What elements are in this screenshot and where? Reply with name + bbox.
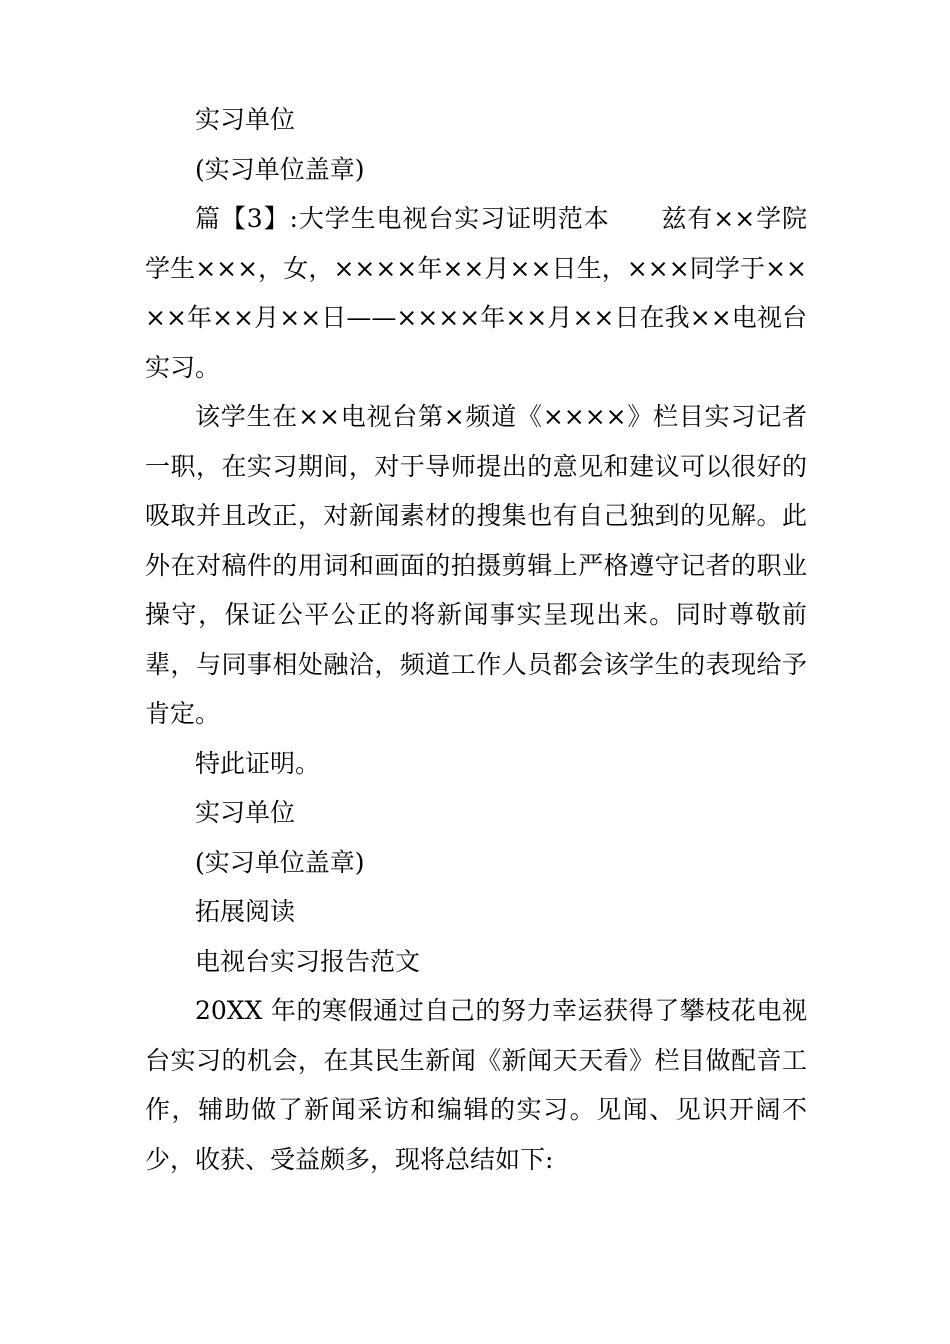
- report-paragraph: 20XX 年的寒假通过自己的努力幸运获得了攀枝花电视台实习的机会，在其民生新闻《新闻天天看》栏目做配音工作，辅助做了新闻采访和编辑的实习。见闻、见识开阔不少，收获、受益颇多，现将总结如下:: [145, 996, 807, 1174]
- extended-reading-heading: 拓展阅读: [195, 897, 296, 926]
- unit-stamp-label: (实习单位盖章): [195, 154, 365, 184]
- document-body: [145, 95, 807, 1184]
- unit-label: 实习单位: [195, 105, 296, 134]
- unit-label-2: 实习单位: [195, 798, 296, 827]
- unit-stamp-label-2: (实习单位盖章): [195, 847, 365, 877]
- certificate-paragraph-evaluation: 该学生在××电视台第×频道《××××》栏目实习记者一职，在实习期间，对于导师提出的意见和建议可以很好的吸取并且改正，对新闻素材的搜集也有自己独到的见解。此外在对稿件的用词和画面的拍摄剪辑上严格遵守记者的职业操守，保证公平公正的将新闻事实呈现出来。同时尊敬前辈，与同事相处融洽，频道工作人员都会该学生的表现给予肯定。: [145, 402, 807, 728]
- certificate-paragraph-intro: 篇【3】:大学生电视台实习证明范本 兹有××学院学生×××，女，××××年××月××日生，×××同学于××××年××月××日——××××年××月××日在我××电视台实习。: [145, 204, 807, 382]
- certification-statement: 特此证明。: [195, 748, 321, 778]
- report-title: 电视台实习报告范文: [195, 946, 421, 976]
